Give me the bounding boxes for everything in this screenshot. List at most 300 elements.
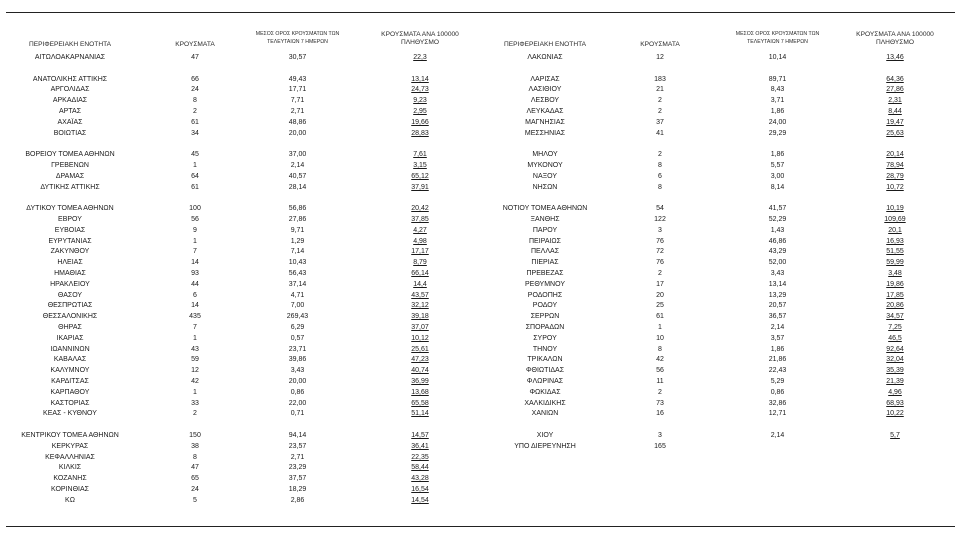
avg-cell: 21,86 [768,356,787,364]
region-cell: ΒΟΡΕΙΟΥ ΤΟΜΕΑ ΑΘΗΝΩΝ [25,151,115,159]
per100k-cell: 27,86 [886,86,904,94]
cases-cell: 76 [656,237,664,245]
table-row [0,269,961,278]
table-row [0,291,961,300]
per100k-cell: 8,79 [413,259,427,267]
avg-cell: 40,57 [288,172,307,180]
region-cell: ΕΥΒΟΙΑΣ [54,226,86,234]
cases-cell: 61 [191,183,199,191]
per100k-cell: 64,36 [886,75,904,83]
per100k-cell: 25,61 [411,345,429,353]
cases-cell: 56 [656,367,664,375]
table-row [0,463,961,472]
avg-cell: 2,71 [290,453,305,461]
cases-cell: 47 [191,464,199,472]
per100k-cell: 19,47 [886,118,904,126]
table-row [0,442,961,451]
region-cell: ΑΧΑΪΑΣ [57,118,83,126]
region-cell: ΣΥΡΟΥ [533,334,557,342]
per100k-cell: 43,57 [411,291,429,299]
region-cell: ΝΗΣΩΝ [532,183,558,191]
region-cell: ΚΙΛΚΙΣ [58,464,82,472]
region-cell: ΡΟΔΟΥ [532,302,558,310]
per100k-cell: 4,96 [888,388,902,396]
per100k-cell: 25,63 [886,129,904,137]
cases-cell: 25 [656,302,664,310]
avg-cell: 37,00 [288,151,307,159]
table-row [0,204,961,213]
per100k-cell: 9,23 [413,97,427,105]
table-row [0,193,961,202]
avg-cell: 7,14 [290,248,305,256]
table-row [0,53,961,62]
avg-cell: 20,00 [288,129,307,137]
cases-cell: 42 [656,356,664,364]
region-cell: ΚΟΡΙΝΘΙΑΣ [51,486,89,493]
per100k-cell: 19,66 [411,118,429,126]
avg-cell: 1,29 [290,237,305,245]
region-cell: ΚΕΝΤΡΙΚΟΥ ΤΟΜΕΑ ΑΘΗΝΩΝ [21,432,119,439]
cases-cell: 8 [193,453,197,461]
table-row [0,280,961,289]
table-row [0,215,961,224]
table-row [0,96,961,105]
avg-cell: 2,14 [290,162,305,169]
region-cell: ΚΕΑΣ - ΚΥΘΝΟΥ [43,410,97,418]
avg-cell: 94,14 [288,432,307,439]
avg-cell: 7,00 [290,302,305,310]
header-region-right: ΠΕΡΙΦΕΡΕΙΑΚΗ ΕΝΟΤΗΤΑ [503,41,587,48]
region-cell: ΘΕΣΠΡΩΤΙΑΣ [47,302,93,310]
avg-cell: 37,57 [288,475,307,483]
per100k-cell: 7,25 [888,324,902,331]
region-cell: ΒΟΙΩΤΙΑΣ [53,129,87,137]
avg-cell: 23,71 [288,345,307,353]
cases-cell: 122 [654,216,666,223]
header-cases-right: ΚΡΟΥΣΜΑΤΑ [640,41,680,48]
per100k-cell: 20,1 [888,226,902,234]
region-cell: ΛΕΥΚΑΔΑΣ [526,108,564,115]
per100k-cell: 51,55 [886,248,904,256]
cases-cell: 9 [193,226,197,234]
region-cell: ΔΥΤΙΚΗΣ ΑΤΤΙΚΗΣ [40,183,100,191]
table-row [0,183,961,192]
per100k-cell: 3,48 [888,270,902,277]
avg-cell: 41,57 [768,205,787,213]
avg-cell: 18,29 [288,486,307,493]
table-row [0,485,961,494]
header-per100k-right-line2: ΠΛΗΘΥΣΜΟ [876,38,914,46]
cases-cell: 7 [193,248,197,256]
region-cell: ΚΟΖΑΝΗΣ [53,475,87,483]
avg-cell: 29,29 [768,129,787,137]
per100k-cell: 14,4 [413,280,427,288]
cases-cell: 5 [193,496,197,504]
avg-cell: 39,86 [288,356,307,364]
region-cell: ΧΑΝΙΩΝ [531,410,559,418]
avg-cell: 269,43 [286,313,309,321]
region-cell: ΠΙΕΡΙΑΣ [531,259,559,267]
region-cell: ΔΡΑΜΑΣ [55,172,85,180]
per100k-cell: 34,57 [886,313,904,321]
per100k-cell: 10,19 [886,205,904,213]
per100k-cell: 36,41 [411,442,429,450]
region-cell: ΝΑΞΟΥ [532,172,558,180]
cases-cell: 8 [193,97,197,105]
per100k-cell: 4,98 [413,237,427,245]
per100k-cell: 14,57 [411,432,429,439]
region-cell: ΗΛΕΙΑΣ [57,259,83,267]
cases-cell: 1 [193,162,197,169]
avg-cell: 46,86 [768,237,787,245]
table-row [0,312,961,321]
region-cell: ΓΡΕΒΕΝΩΝ [51,162,89,169]
top-rule [6,12,955,13]
per100k-cell: 37,07 [411,324,429,331]
avg-cell: 10,43 [288,259,307,267]
cases-cell: 34 [191,129,199,137]
avg-cell: 2,14 [770,324,785,331]
cases-cell: 6 [193,291,197,299]
cases-cell: 14 [191,302,199,310]
region-cell: ΛΕΣΒΟΥ [530,97,560,105]
region-cell: ΘΕΣΣΑΛΟΝΙΚΗΣ [42,313,98,321]
avg-cell: 56,43 [288,270,307,277]
avg-cell: 52,00 [768,259,787,267]
avg-cell: 30,57 [288,54,307,61]
table-row [0,409,961,418]
cases-cell: 61 [656,313,664,321]
table-row [0,247,961,256]
avg-cell: 3,43 [770,270,785,277]
avg-cell: 27,86 [288,216,307,223]
cases-cell: 12 [191,367,199,375]
avg-cell: 0,57 [290,334,305,342]
avg-cell: 23,29 [288,464,307,472]
region-cell: ΦΘΙΩΤΙΔΑΣ [525,367,565,375]
cases-cell: 54 [656,205,664,213]
avg-cell: 43,29 [768,248,787,256]
avg-cell: 6,29 [290,324,305,331]
region-cell: ΡΕΘΥΜΝΟΥ [524,280,565,288]
region-cell: ΚΑΡΠΑΘΟΥ [50,388,90,396]
cases-cell: 6 [658,172,662,180]
avg-cell: 1,86 [770,345,785,353]
cases-cell: 10 [656,334,664,342]
per100k-cell: 10,72 [886,183,904,191]
table-row [0,334,961,343]
cases-cell: 65 [191,475,199,483]
cases-cell: 2 [658,270,662,277]
table-row [0,496,961,505]
cases-cell: 76 [656,259,664,267]
region-cell: ΡΟΔΟΠΗΣ [527,291,563,299]
table-row [0,453,961,462]
header-per100k-right [840,31,950,47]
region-cell: ΠΡΕΒΕΖΑΣ [526,270,564,277]
cases-cell: 17 [656,280,664,288]
cases-cell: 56 [191,216,199,223]
per100k-cell: 2,31 [888,97,902,105]
cases-cell: 100 [189,205,201,213]
per100k-cell: 37,85 [411,216,429,223]
cases-cell: 14 [191,259,199,267]
per100k-cell: 21,39 [886,378,904,385]
avg-cell: 3,71 [770,97,785,105]
header-cases: ΚΡΟΥΣΜΑΤΑ [175,41,215,48]
region-cell: ΛΑΣΙΘΙΟΥ [528,86,562,94]
per100k-cell: 43,28 [411,475,429,483]
region-cell: ΠΑΡΟΥ [532,226,558,234]
avg-cell: 24,00 [768,118,787,126]
region-cell: ΑΡΚΑΔΙΑΣ [52,97,88,105]
region-cell: ΚΑΣΤΟΡΙΑΣ [50,399,90,407]
avg-cell: 5,57 [770,162,785,169]
cases-cell: 33 [191,399,199,407]
per100k-cell: 24,73 [411,86,429,94]
avg-cell: 89,71 [768,75,787,83]
region-cell: ΚΑΛΥΜΝΟΥ [50,367,90,375]
cases-cell: 1 [193,237,197,245]
cases-cell: 2 [658,108,662,115]
avg-cell: 48,86 [288,118,307,126]
avg-cell: 3,43 [290,367,305,375]
per100k-cell: 4,27 [413,226,427,234]
cases-cell: 183 [654,75,666,83]
table-row [0,85,961,94]
avg-cell: 0,71 [290,410,305,418]
table-row [0,399,961,408]
per100k-cell: 16,54 [411,486,429,493]
region-cell: ΑΡΤΑΣ [58,108,82,115]
cases-cell: 7 [193,324,197,331]
cases-cell: 1 [193,334,197,342]
avg-cell: 37,14 [288,280,307,288]
cases-cell: 8 [658,162,662,169]
region-cell: ΙΚΑΡΙΑΣ [56,334,84,342]
cases-cell: 165 [654,442,666,450]
per100k-cell: 36,99 [411,378,429,385]
header-per100k-line2: ΠΛΗΘΥΣΜΟ [401,38,439,46]
avg-cell: 1,86 [770,151,785,159]
region-cell: ΑΙΤΩΛΟΑΚΑΡΝΑΝΙΑΣ [34,54,106,61]
per100k-cell: 47,23 [411,356,429,364]
header-avg-line2: ΤΕΛΕΥΤΑΙΩΝ 7 ΗΜΕΡΩΝ [267,38,328,45]
per100k-cell: 16,93 [886,237,904,245]
cases-cell: 24 [191,86,199,94]
cases-cell: 42 [191,378,199,385]
table-row [0,366,961,375]
avg-cell: 2,71 [290,108,305,115]
table-row [0,129,961,138]
region-cell: ΦΩΚΙΔΑΣ [529,388,561,396]
per100k-cell: 68,93 [886,399,904,407]
region-cell: ΑΡΓΟΛΙΔΑΣ [50,86,90,94]
table-row [0,345,961,354]
table-row [0,237,961,246]
region-cell: ΚΑΡΔΙΤΣΑΣ [51,378,89,385]
per100k-cell: 51,14 [411,410,429,418]
avg-cell: 23,57 [288,442,307,450]
table-row [0,107,961,116]
per100k-cell: 10,12 [411,334,429,342]
region-cell: ΤΗΝΟΥ [532,345,558,353]
region-cell: ΚΩ [65,496,75,504]
table-row [0,118,961,127]
cases-cell: 11 [656,378,664,385]
avg-cell: 56,86 [288,205,307,213]
avg-cell: 2,86 [290,496,305,504]
cases-cell: 2 [658,151,662,159]
cases-cell: 66 [191,75,199,83]
per100k-cell: 109,69 [884,216,906,223]
avg-cell: 36,57 [768,313,787,321]
region-cell: ΣΕΡΡΩΝ [530,313,560,321]
cases-cell: 73 [656,399,664,407]
per100k-cell: 13,46 [886,54,904,61]
avg-cell: 20,00 [288,378,307,385]
header-avg [240,31,355,47]
cases-cell: 3 [658,226,662,234]
cases-cell: 38 [191,442,199,450]
header-per100k [365,31,475,47]
per100k-cell: 13,68 [411,388,429,396]
avg-cell: 22,43 [768,367,787,375]
region-cell: ΦΛΩΡΙΝΑΣ [526,378,564,385]
per100k-cell: 40,74 [411,367,429,375]
per100k-cell: 20,86 [886,302,904,310]
cases-cell: 8 [658,345,662,353]
cases-cell: 93 [191,270,199,277]
per100k-cell: 65,12 [411,172,429,180]
table-row [0,172,961,181]
cases-cell: 61 [191,118,199,126]
cases-cell: 20 [656,291,664,299]
table-row [0,323,961,332]
avg-cell: 8,14 [770,183,785,191]
region-cell: ΕΒΡΟΥ [58,216,82,223]
avg-cell: 13,14 [768,280,787,288]
region-cell: ΙΩΑΝΝΙΝΩΝ [50,345,90,353]
region-cell: ΘΗΡΑΣ [58,324,82,331]
table-row [0,75,961,84]
per100k-cell: 5,7 [890,432,900,439]
header-avg-right-line1: ΜΕΣΟΣ ΟΡΟΣ ΚΡΟΥΣΜΑΤΩΝ ΤΩΝ [735,31,820,37]
cases-cell: 2 [658,388,662,396]
region-cell: ΜΑΓΝΗΣΙΑΣ [525,118,565,126]
avg-cell: 4,71 [290,291,305,299]
cases-cell: 150 [189,432,201,439]
avg-cell: 20,57 [768,302,787,310]
header-per100k-line1: ΚΡΟΥΣΜΑΤΑ ΑΝΑ 100000 [381,31,459,38]
table-row [0,355,961,364]
region-cell: ΛΑΚΩΝΙΑΣ [527,54,563,61]
avg-cell: 17,71 [288,86,307,94]
table-row [0,226,961,235]
cases-cell: 1 [658,324,662,331]
avg-cell: 49,43 [288,75,307,83]
avg-cell: 32,86 [768,399,787,407]
cases-cell: 44 [191,280,199,288]
per100k-cell: 7,61 [413,151,427,159]
per100k-cell: 20,14 [886,151,904,159]
cases-cell: 72 [656,248,664,256]
cases-cell: 435 [189,313,201,321]
per100k-cell: 46,5 [888,334,902,342]
table-row [0,161,961,170]
avg-cell: 13,29 [768,291,787,299]
region-cell: ΑΝΑΤΟΛΙΚΗΣ ΑΤΤΙΚΗΣ [32,75,108,83]
region-cell: ΘΑΣΟΥ [57,291,83,299]
header-avg-right-line2: ΤΕΛΕΥΤΑΙΩΝ 7 ΗΜΕΡΩΝ [747,38,808,45]
table-row [0,139,961,148]
avg-cell: 8,43 [770,86,785,94]
per100k-cell: 65,58 [411,399,429,407]
table-row [0,420,961,429]
avg-cell: 28,14 [288,183,307,191]
per100k-cell: 58,44 [411,464,429,472]
per100k-cell: 28,83 [411,129,429,137]
header-avg-right [720,31,835,47]
region-cell: ΗΡΑΚΛΕΙΟΥ [50,280,90,288]
region-cell: ΣΠΟΡΑΔΩΝ [525,324,565,331]
table-row [0,258,961,267]
cases-cell: 43 [191,345,199,353]
region-cell: ΧΑΛΚΙΔΙΚΗΣ [524,399,566,407]
per100k-cell: 3,15 [413,162,427,169]
cases-cell: 2 [193,410,197,418]
per100k-cell: 35,39 [886,367,904,375]
region-cell: ΠΕΙΡΑΙΩΣ [529,237,561,245]
avg-cell: 3,00 [770,172,785,180]
region-cell: ΗΜΑΘΙΑΣ [54,270,86,277]
avg-cell: 3,57 [770,334,785,342]
header-region: ΠΕΡΙΦΕΡΕΙΑΚΗ ΕΝΟΤΗΤΑ [28,41,112,48]
avg-cell: 7,71 [290,97,305,105]
bottom-rule [6,526,955,527]
region-cell: ΛΑΡΙΣΑΣ [530,75,560,83]
region-cell: ΠΕΛΛΑΣ [530,248,560,256]
region-cell: ΜΗΛΟΥ [532,151,558,159]
per100k-cell: 14,54 [411,496,429,504]
per100k-cell: 17,17 [411,248,429,256]
region-cell: ΞΑΝΘΗΣ [530,216,560,223]
cases-cell: 3 [658,432,662,439]
region-cell: ΕΥΡΥΤΑΝΙΑΣ [48,237,92,245]
cases-cell: 47 [191,54,199,61]
per100k-cell: 59,99 [886,259,904,267]
table-row [0,377,961,386]
region-cell: ΚΕΦΑΛΛΗΝΙΑΣ [45,453,95,461]
cases-cell: 24 [191,486,199,493]
cases-cell: 59 [191,356,199,364]
cases-cell: 2 [193,108,197,115]
cases-cell: 41 [656,129,664,137]
cases-cell: 16 [656,410,664,418]
avg-cell: 9,71 [290,226,305,234]
avg-cell: 5,29 [770,378,785,385]
cases-cell: 12 [656,54,664,61]
table-row [0,431,961,440]
avg-cell: 1,43 [770,226,785,234]
cases-cell: 21 [656,86,664,94]
per100k-cell: 10,22 [886,410,904,418]
avg-cell: 1,86 [770,108,785,115]
per100k-cell: 20,42 [411,205,429,213]
avg-cell: 10,14 [768,54,787,61]
cases-cell: 37 [656,118,664,126]
table-row [0,388,961,397]
